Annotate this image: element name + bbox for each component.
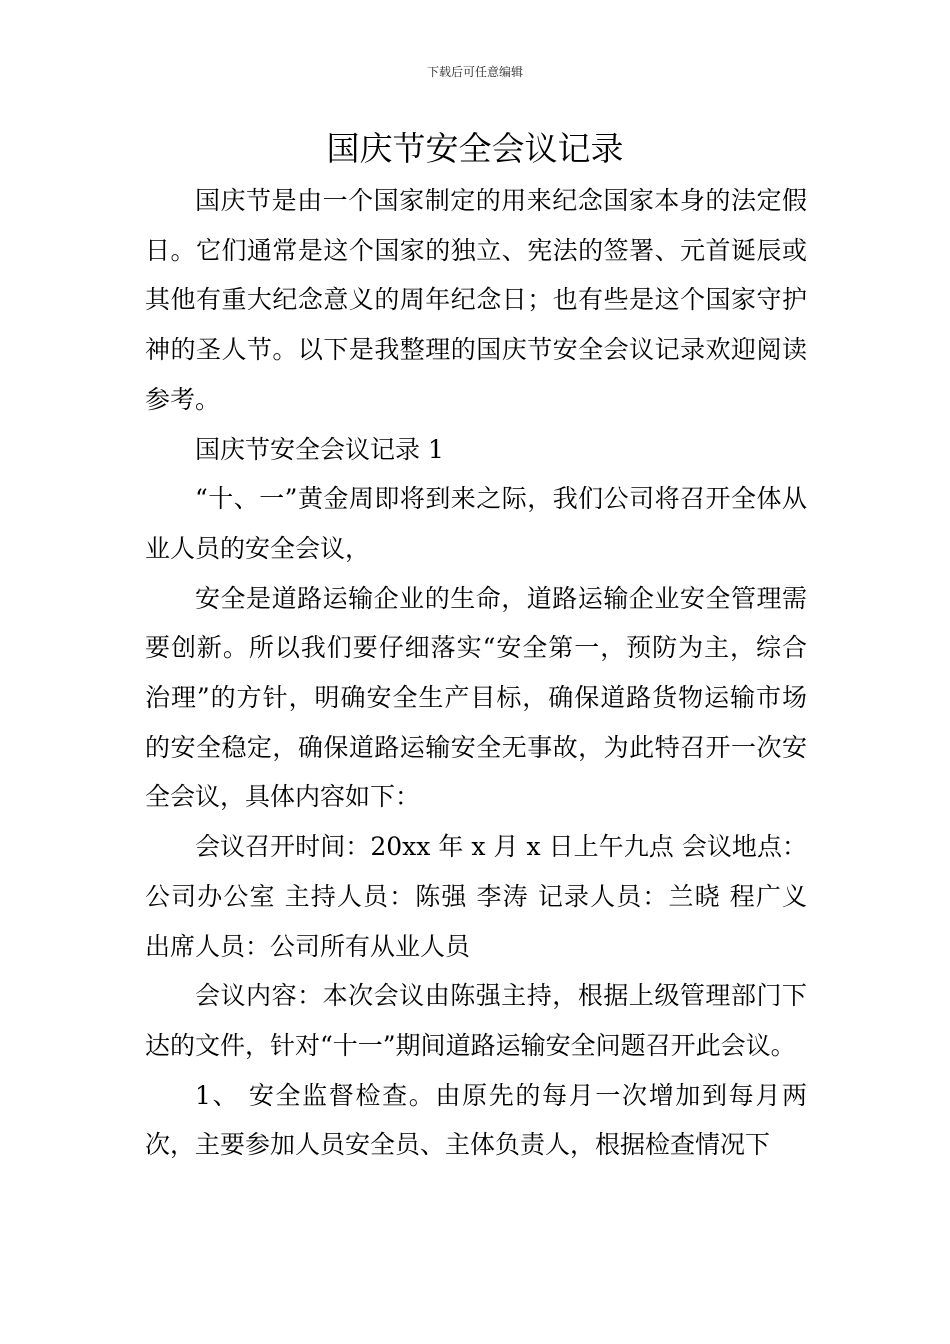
section-heading: 国庆节安全会议记录 1	[195, 434, 444, 464]
body-paragraph: 安全是道路运输企业的生命，道路运输企业安全管理需要创新。所以我们要仔细落实“安全第一，预防为主，综合治理”的方针，明确安全生产目标，确保道路货物运输市场的安全稳定，确保道路运输安全无事故，为此特召开一次安全会议，具体内容如下：	[145, 583, 807, 812]
body-paragraph: “十、一”黄金周即将到来之际，我们公司将召开全体从业人员的安全会议，	[145, 484, 807, 563]
meeting-info-paragraph: 会议召开时间：20xx 年 x 月 x 日上午九点 会议地点：公司办公室 主持人员：陈强 李涛 记录人员：兰晓 程广义 出席人员：公司所有从业人员	[145, 832, 807, 961]
meeting-content-paragraph: 会议内容：本次会议由陈强主持，根据上级管理部门下达的文件，针对“十一”期间道路运输安全问题召开此会议。	[145, 981, 807, 1060]
list-item-paragraph: 1、 安全监督检查。由原先的每月一次增加到每月两次，主要参加人员安全员、主体负责人，根据检查情况下	[145, 1080, 807, 1160]
intro-paragraph: 国庆节是由一个国家制定的用来纪念国家本身的法定假日。它们通常是这个国家的独立、宪法的签署、元首诞辰或其他有重大纪念意义的周年纪念日；也有些是这个国家守护神的圣人节。以下是我整理的国庆节安全会议记录欢迎阅读参考。	[145, 186, 807, 414]
header-note: 下载后可任意编辑	[426, 65, 523, 79]
document-title: 国庆节安全会议记录	[326, 129, 624, 168]
document-body	[145, 176, 807, 1170]
